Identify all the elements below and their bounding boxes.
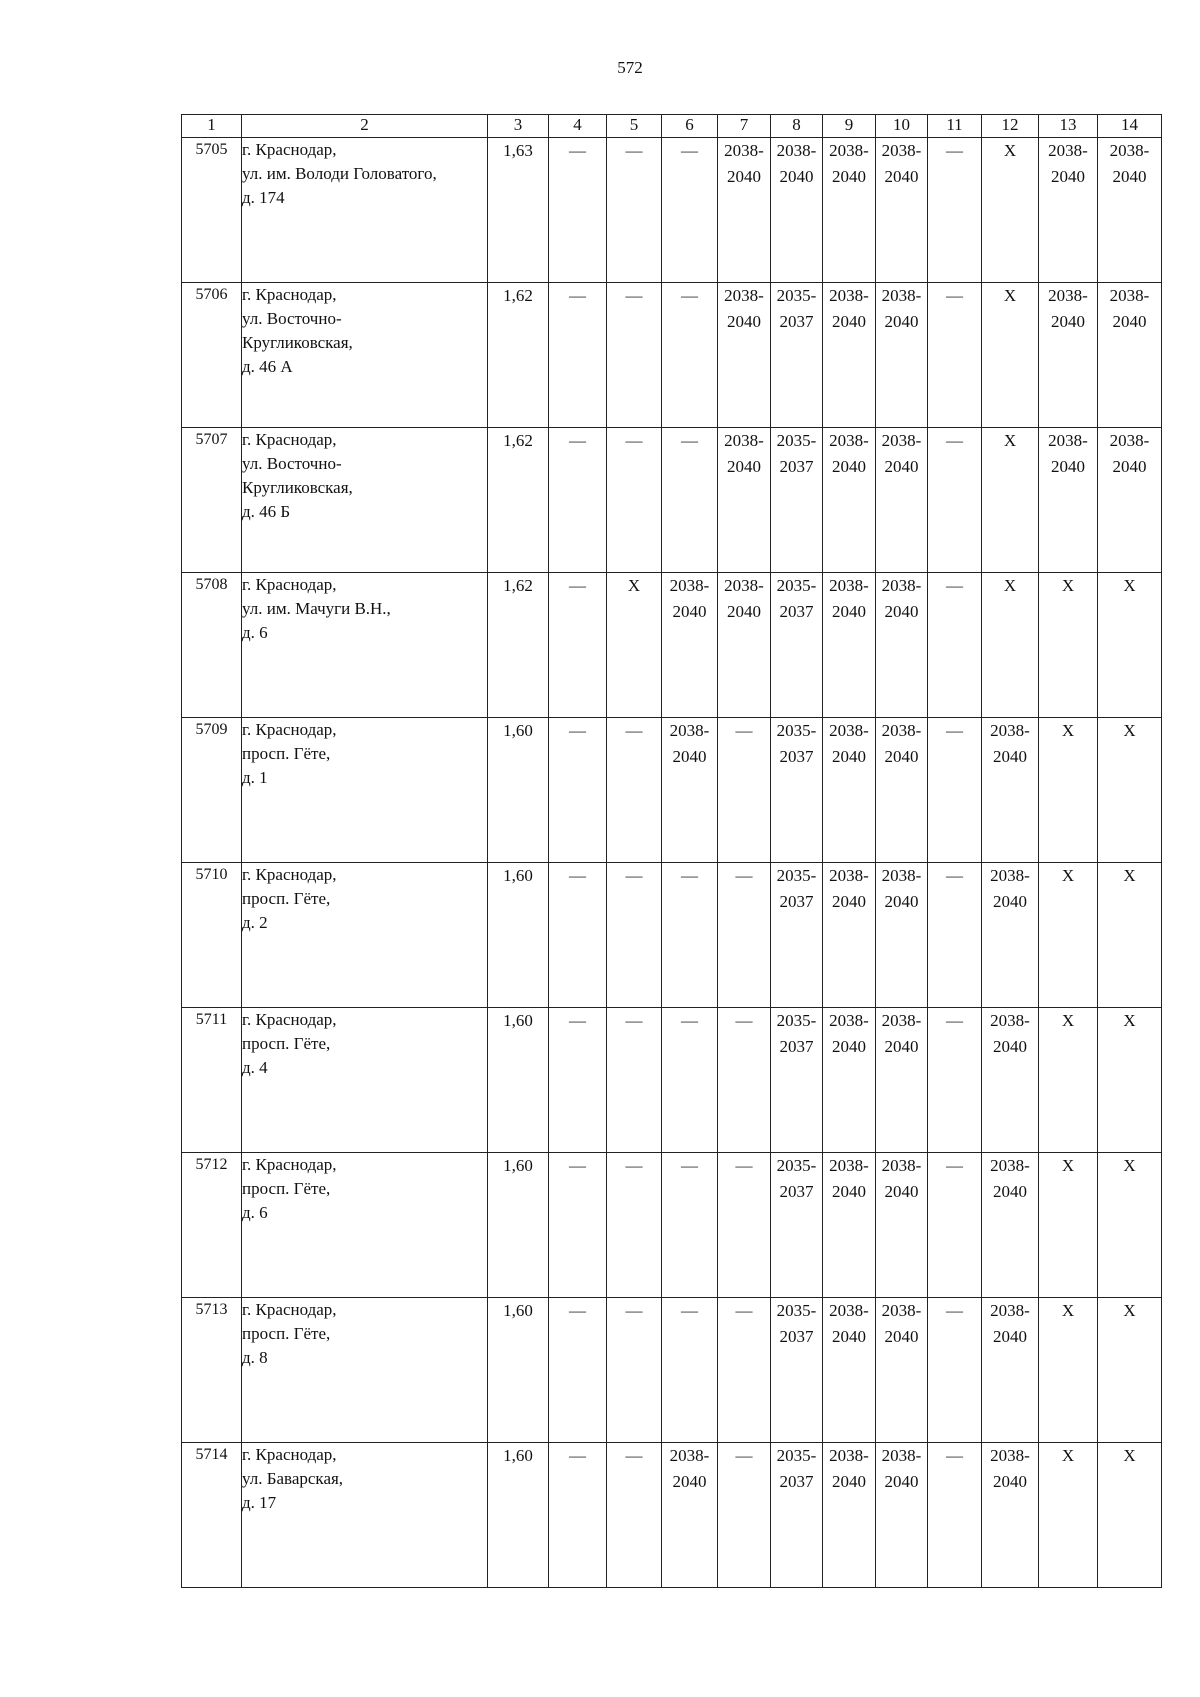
cell-c6: 2038- 2040 [662, 718, 718, 863]
cell-c14: 2038- 2040 [1098, 283, 1162, 428]
cell-c13: X [1039, 1443, 1098, 1588]
cell-c5: — [607, 138, 662, 283]
cell-c9: 2038- 2040 [823, 138, 876, 283]
cell-c5: — [607, 1008, 662, 1153]
cell-c8: 2035- 2037 [771, 1443, 823, 1588]
cell-c9: 2038- 2040 [823, 1008, 876, 1153]
cell-c4: — [549, 1008, 607, 1153]
address-cell: г. Краснодар, просп. Гёте, д. 6 [242, 1153, 488, 1298]
cell-c10: 2038- 2040 [876, 1443, 928, 1588]
cell-c13: X [1039, 1008, 1098, 1153]
cell-c4: — [549, 573, 607, 718]
cell-c6: 2038- 2040 [662, 1443, 718, 1588]
cell-c14: X [1098, 1443, 1162, 1588]
table-row [182, 718, 1162, 863]
cell-c7: 2038- 2040 [718, 573, 771, 718]
cell-c6: — [662, 1153, 718, 1298]
cell-c14: X [1098, 1298, 1162, 1443]
cell-c6: 2038- 2040 [662, 573, 718, 718]
cell-c12: X [982, 283, 1039, 428]
col-header: 3 [488, 115, 549, 138]
col-header: 9 [823, 115, 876, 138]
cell-c8: 2035- 2037 [771, 428, 823, 573]
row-number: 5705 [182, 138, 242, 283]
cell-c4: — [549, 283, 607, 428]
cell-c8: 2035- 2037 [771, 283, 823, 428]
cell-c12: 2038- 2040 [982, 1443, 1039, 1588]
cell-c12: X [982, 573, 1039, 718]
cell-c13: 2038- 2040 [1039, 138, 1098, 283]
cell-c13: X [1039, 863, 1098, 1008]
cell-c9: 2038- 2040 [823, 573, 876, 718]
cell-c6: — [662, 863, 718, 1008]
cell-c11: — [928, 573, 982, 718]
col-header: 14 [1098, 115, 1162, 138]
cell-c5: — [607, 1298, 662, 1443]
cell-c4: — [549, 1443, 607, 1588]
cell-c11: — [928, 1008, 982, 1153]
cell-c10: 2038- 2040 [876, 573, 928, 718]
cell-c6: — [662, 428, 718, 573]
cell-c12: 2038- 2040 [982, 1008, 1039, 1153]
address-cell: г. Краснодар, просп. Гёте, д. 2 [242, 863, 488, 1008]
row-number: 5712 [182, 1153, 242, 1298]
row-number: 5707 [182, 428, 242, 573]
cell-c12: 2038- 2040 [982, 863, 1039, 1008]
row-number: 5711 [182, 1008, 242, 1153]
col-header: 11 [928, 115, 982, 138]
col-header: 7 [718, 115, 771, 138]
cell-c6: — [662, 1008, 718, 1153]
cell-c11: — [928, 1443, 982, 1588]
table-row [182, 1008, 1162, 1153]
cell-c9: 2038- 2040 [823, 428, 876, 573]
row-number: 5709 [182, 718, 242, 863]
table-row [182, 428, 1162, 573]
cell-c13: X [1039, 573, 1098, 718]
cell-c7: — [718, 1153, 771, 1298]
col-header: 13 [1039, 115, 1098, 138]
col-header: 2 [242, 115, 488, 138]
cell-c14: X [1098, 863, 1162, 1008]
table-row [182, 573, 1162, 718]
cell-c13: 2038- 2040 [1039, 283, 1098, 428]
cell-c12: 2038- 2040 [982, 1153, 1039, 1298]
cell-c13: 2038- 2040 [1039, 428, 1098, 573]
cell-c5: — [607, 283, 662, 428]
address-cell: г. Краснодар, просп. Гёте, д. 8 [242, 1298, 488, 1443]
cell-c13: X [1039, 1298, 1098, 1443]
col-header: 1 [182, 115, 242, 138]
cell-c8: 2035- 2037 [771, 1153, 823, 1298]
cell-c11: — [928, 428, 982, 573]
cell-c11: — [928, 863, 982, 1008]
cell-c5: — [607, 863, 662, 1008]
cell-c8: 2035- 2037 [771, 863, 823, 1008]
cell-c6: — [662, 138, 718, 283]
cell-c14: X [1098, 1153, 1162, 1298]
cell-c10: 2038- 2040 [876, 718, 928, 863]
table-row [182, 283, 1162, 428]
cell-c3: 1,60 [488, 1153, 549, 1298]
table-row [182, 1298, 1162, 1443]
address-cell: г. Краснодар, ул. им. Володи Головатого, д. 174 [242, 138, 488, 283]
cell-c13: X [1039, 718, 1098, 863]
cell-c10: 2038- 2040 [876, 428, 928, 573]
cell-c3: 1,60 [488, 718, 549, 863]
cell-c12: X [982, 138, 1039, 283]
cell-c14: X [1098, 1008, 1162, 1153]
cell-c8: 2035- 2037 [771, 718, 823, 863]
cell-c12: X [982, 428, 1039, 573]
cell-c10: 2038- 2040 [876, 138, 928, 283]
cell-c5: X [607, 573, 662, 718]
cell-c7: — [718, 1443, 771, 1588]
cell-c11: — [928, 283, 982, 428]
row-number: 5710 [182, 863, 242, 1008]
cell-c7: 2038- 2040 [718, 428, 771, 573]
cell-c8: 2035- 2037 [771, 573, 823, 718]
cell-c5: — [607, 718, 662, 863]
cell-c3: 1,62 [488, 283, 549, 428]
address-cell: г. Краснодар, ул. Баварская, д. 17 [242, 1443, 488, 1588]
cell-c8: 2035- 2037 [771, 1298, 823, 1443]
cell-c11: — [928, 1298, 982, 1443]
cell-c3: 1,63 [488, 138, 549, 283]
cell-c9: 2038- 2040 [823, 718, 876, 863]
cell-c7: 2038- 2040 [718, 138, 771, 283]
cell-c10: 2038- 2040 [876, 1298, 928, 1443]
col-header: 5 [607, 115, 662, 138]
table-row [182, 1443, 1162, 1588]
cell-c10: 2038- 2040 [876, 863, 928, 1008]
cell-c5: — [607, 1153, 662, 1298]
cell-c4: — [549, 863, 607, 1008]
row-number: 5713 [182, 1298, 242, 1443]
cell-c6: — [662, 283, 718, 428]
cell-c14: X [1098, 573, 1162, 718]
cell-c8: 2038- 2040 [771, 138, 823, 283]
table-row [182, 138, 1162, 283]
cell-c4: — [549, 428, 607, 573]
cell-c6: — [662, 1298, 718, 1443]
table-row [182, 863, 1162, 1008]
cell-c12: 2038- 2040 [982, 718, 1039, 863]
cell-c9: 2038- 2040 [823, 863, 876, 1008]
cell-c8: 2035- 2037 [771, 1008, 823, 1153]
cell-c12: 2038- 2040 [982, 1298, 1039, 1443]
cell-c5: — [607, 1443, 662, 1588]
address-cell: г. Краснодар, просп. Гёте, д. 1 [242, 718, 488, 863]
cell-c5: — [607, 428, 662, 573]
cell-c4: — [549, 718, 607, 863]
cell-c11: — [928, 1153, 982, 1298]
cell-c3: 1,60 [488, 863, 549, 1008]
col-header: 10 [876, 115, 928, 138]
cell-c14: 2038- 2040 [1098, 138, 1162, 283]
cell-c11: — [928, 718, 982, 863]
cell-c9: 2038- 2040 [823, 283, 876, 428]
address-cell: г. Краснодар, ул. Восточно- Кругликовская, д. 46 Б [242, 428, 488, 573]
cell-c7: — [718, 1298, 771, 1443]
cell-c14: 2038- 2040 [1098, 428, 1162, 573]
cell-c11: — [928, 138, 982, 283]
cell-c10: 2038- 2040 [876, 283, 928, 428]
cell-c9: 2038- 2040 [823, 1153, 876, 1298]
col-header: 12 [982, 115, 1039, 138]
cell-c9: 2038- 2040 [823, 1443, 876, 1588]
row-number: 5708 [182, 573, 242, 718]
cell-c7: — [718, 863, 771, 1008]
row-number: 5706 [182, 283, 242, 428]
cell-c4: — [549, 138, 607, 283]
address-cell: г. Краснодар, просп. Гёте, д. 4 [242, 1008, 488, 1153]
register-table [181, 114, 1162, 1588]
address-cell: г. Краснодар, ул. Восточно- Кругликовская, д. 46 А [242, 283, 488, 428]
cell-c4: — [549, 1153, 607, 1298]
cell-c3: 1,60 [488, 1008, 549, 1153]
col-header: 8 [771, 115, 823, 138]
page-number: 572 [617, 58, 643, 77]
cell-c7: — [718, 1008, 771, 1153]
cell-c3: 1,62 [488, 428, 549, 573]
cell-c4: — [549, 1298, 607, 1443]
col-header: 4 [549, 115, 607, 138]
cell-c3: 1,62 [488, 573, 549, 718]
cell-c13: X [1039, 1153, 1098, 1298]
cell-c3: 1,60 [488, 1298, 549, 1443]
header-row [182, 115, 1162, 138]
row-number: 5714 [182, 1443, 242, 1588]
cell-c14: X [1098, 718, 1162, 863]
table-row [182, 1153, 1162, 1298]
address-cell: г. Краснодар, ул. им. Мачуги В.Н., д. 6 [242, 573, 488, 718]
cell-c10: 2038- 2040 [876, 1153, 928, 1298]
col-header: 6 [662, 115, 718, 138]
cell-c3: 1,60 [488, 1443, 549, 1588]
cell-c7: — [718, 718, 771, 863]
cell-c9: 2038- 2040 [823, 1298, 876, 1443]
cell-c7: 2038- 2040 [718, 283, 771, 428]
cell-c10: 2038- 2040 [876, 1008, 928, 1153]
table-body [182, 138, 1162, 1588]
